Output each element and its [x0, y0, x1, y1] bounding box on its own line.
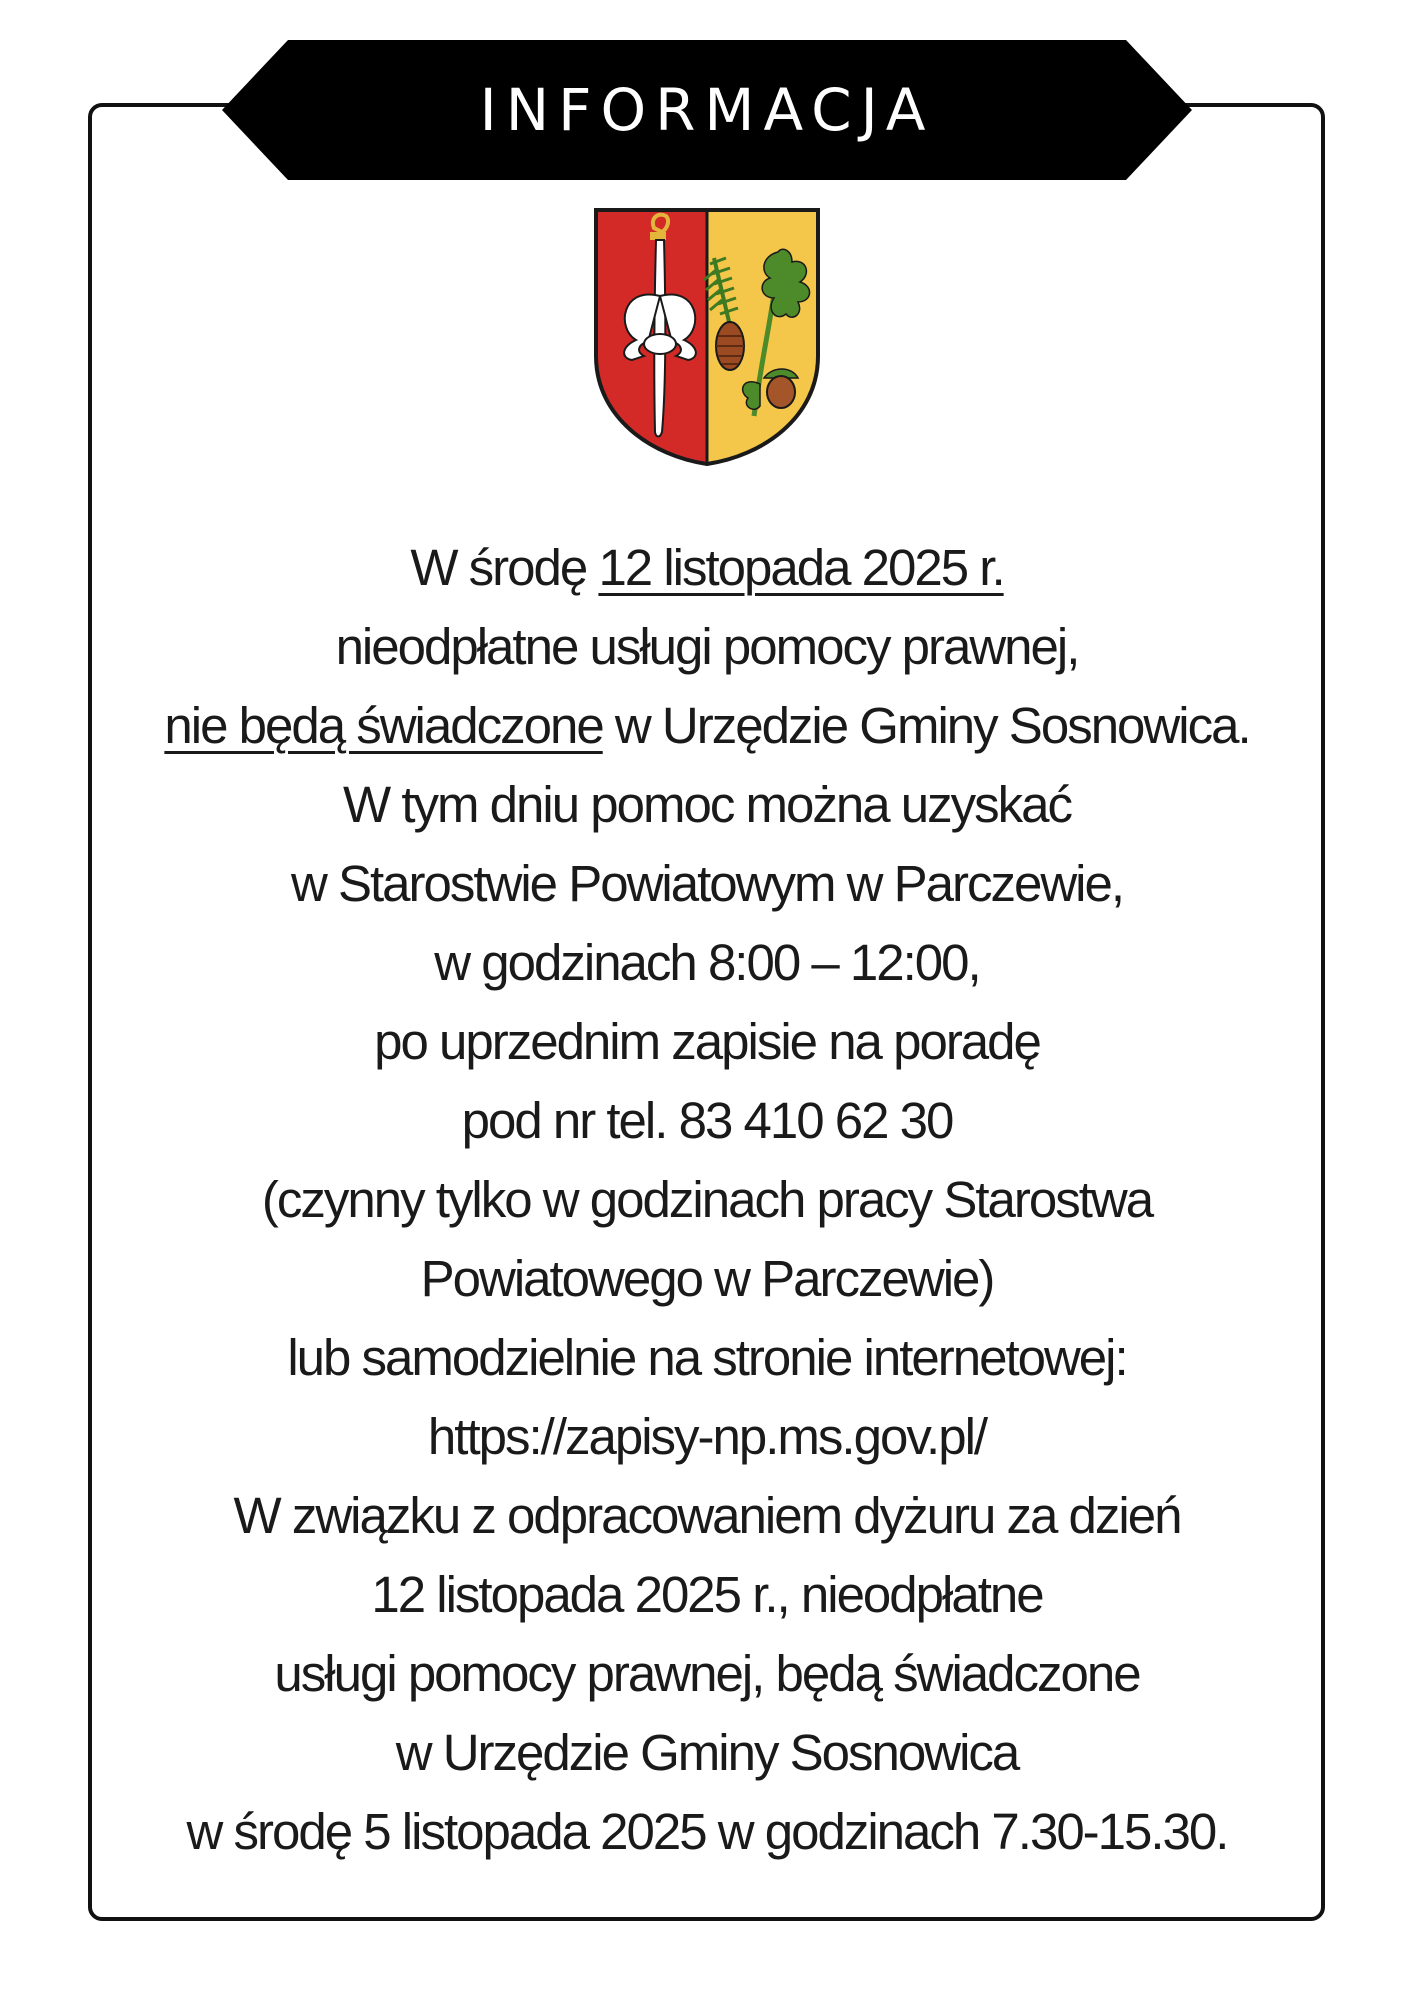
notice-line: 12 listopada 2025 r., nieodpłatne: [371, 1566, 1043, 1623]
notice-line: w środę 5 listopada 2025 w godzinach 7.30-15.30.: [186, 1803, 1228, 1860]
notice-line: W środę 12 listopada 2025 r.: [410, 539, 1004, 596]
notice-line: po uprzednim zapisie na poradę: [374, 1013, 1040, 1070]
notice-line: nieodpłatne usługi pomocy prawnej,: [335, 618, 1079, 675]
coat-of-arms-icon: [592, 206, 822, 468]
underlined-date: 12 listopada 2025 r.: [598, 539, 1004, 596]
underlined-emphasis: nie będą świadczone: [164, 697, 603, 754]
phone-number: pod nr tel. 83 410 62 30: [461, 1092, 953, 1149]
notice-line: lub samodzielnie na stronie internetowej:: [287, 1329, 1127, 1386]
website-url: https://zapisy-np.ms.gov.pl/: [427, 1408, 987, 1465]
notice-line: W związku z odpracowaniem dyżuru za dzień: [233, 1487, 1181, 1544]
notice-line: w Starostwie Powiatowym w Parczewie,: [290, 855, 1124, 912]
notice-body: [92, 528, 1322, 1871]
notice-line: w godzinach 8:00 – 12:00,: [434, 934, 980, 991]
notice-line: usługi pomocy prawnej, będą świadczone: [274, 1645, 1140, 1702]
notice-line: w Urzędzie Gminy Sosnowica: [395, 1724, 1019, 1781]
notice-line: (czynny tylko w godzinach pracy Starostwa: [261, 1171, 1153, 1228]
notice-line: Powiatowego w Parczewie): [420, 1250, 994, 1307]
notice-line: nie będą świadczone w Urzędzie Gminy Sosnowica.: [164, 697, 1250, 754]
header-banner: [222, 40, 1192, 180]
notice-line: W tym dniu pomoc można uzyskać: [343, 776, 1071, 833]
page-title: INFORMACJA: [479, 76, 935, 144]
